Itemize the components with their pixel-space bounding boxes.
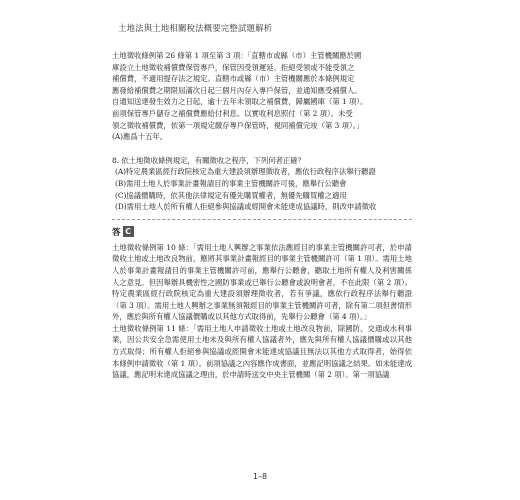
running-header: 土地法與土地相關稅法概要完整試題解析: [118, 23, 273, 33]
top-explanation: [112, 50, 412, 143]
page-number: 1–8: [252, 472, 268, 481]
answer-note: (A)應爲十五年。: [112, 132, 168, 142]
answer-badge: C: [123, 226, 134, 237]
text-line: 應發給補償費之期限屆滿次日起三個月內存入專戶保管，並通知應受補償人。: [112, 85, 362, 95]
question-8: [112, 155, 412, 213]
answer-label: 答: [112, 227, 121, 238]
text-line: 自通知送達發生效力之日起，逾十五年未領取之補償費，歸屬國庫（第 1 項）。: [112, 97, 368, 107]
text-line: 前項保管專戶儲存之補償費應給付利息。以實收利息照付（第 2 項）。未受: [112, 108, 353, 118]
answer-row: [112, 226, 412, 238]
explanation-paragraph: 土地徵收條例第 10 條：「需用土地人興辦之事業依法應經目的事業主管機關許可者，於申請徵收土地或土地改良物前，應將其事業計畫報經目的事業主管機關許可（第 1 項）。需用土地人於事業計畫報請目的事業主管機關許可前，應舉行公聽會，聽取土地所有權人及利害關係人之意見。但因舉辦具機密性之國防事業或已舉行公聽會或說明會者，不在此限（第 2 項）。特定農業區經行政院核定為重大建設須辦理徵收者，若有爭議，應依行政程序法舉行聽證（第 3 項）。需用土地人興辦之事業無須報經目的事業主管機關許可者，除有第二項但書情形外，應於與所有權人協議價購或以其他方式取得前，先舉行公聽會（第 4 項）。」: [112, 242, 412, 322]
text-line: 土地徵收條例第 26 條第 1 項至第 3 項：「直轄市或縣（市）主管機關應於國: [112, 51, 362, 60]
option-d: (D)需用土地人於所有權人拒絕參與協議或經開會未能達成協議時，則改申請徵收: [115, 202, 377, 212]
page-body: [112, 50, 412, 381]
text-line: 領之徵收補償費，依第一項規定繳存專戶保管時，視同補償完竣（第 3 項）。」: [112, 120, 364, 130]
option-c: (C)協議價購時，依其他法律規定有優先購買權者，無優先購買權之適用: [115, 190, 347, 200]
option-b: (B)需用土地人於事業計畫報請目的事業主管機關許可後，應舉行公聽會: [115, 178, 347, 188]
explanation-paragraph: 土地徵收條例第 11 條：「需用土地人申請徵收土地或土地改良物前，除國防、交通或水利事業，因公共安全急需使用土地未及與所有權人協議者外，應先與所有權人協議價購或以其他方式取得；所有權人拒絕參與協議或經開會未能達成協議且無法以其他方式取得者，始得依本條例申請徵收（第 1 項）。前項協議之內容應作成書面，並應記明協議之結果。如未能達成協議，應記明未達成協議之理由，於申請時送交中央主管機關（第 2 項）。第一項協議: [112, 323, 412, 380]
answer-explanation: [112, 242, 412, 381]
section-divider: [112, 219, 412, 220]
question-stem: 8. 依土地徵收條例規定，有關徵收之程序，下列何者正確？: [112, 155, 305, 165]
option-a: (A)特定農業區經行政院核定為重大建設須辦理徵收者，應依行政程序法舉行聽證: [115, 167, 376, 177]
text-line: 補償費，不適用提存法之規定。直轄市或縣（市）主管機關應於本條例規定: [112, 74, 355, 84]
text-line: 庫設立土地徵收補償費保管專戶，保管因受領遲延、拒絕受領或不能受領之: [112, 62, 355, 72]
